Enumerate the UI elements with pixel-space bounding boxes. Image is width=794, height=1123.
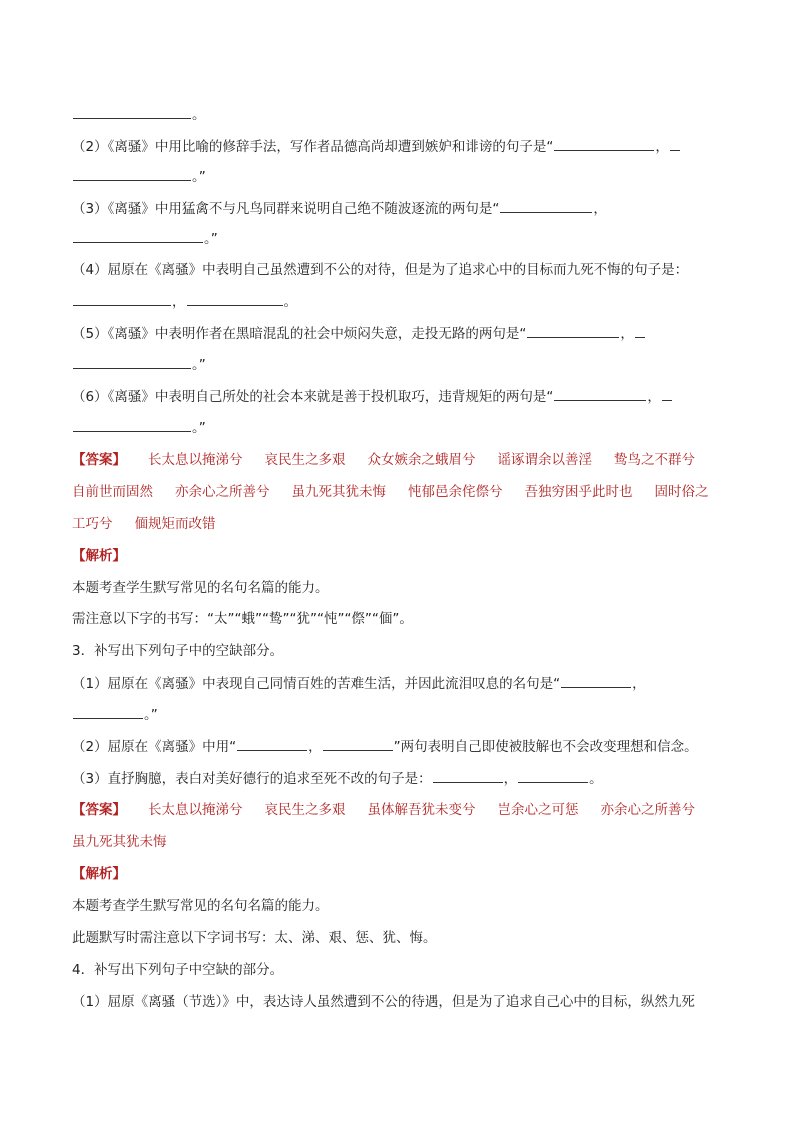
question-3-cont: 。” [72, 228, 218, 249]
question-6: （6）《离骚》中表明自己所处的社会本来就是善于投机取巧，违背规矩的两句是“ ， [72, 386, 673, 407]
question-3: （3）《离骚》中用猛禽不与凡鸟同群来说明自己绝不随波逐流的两句是“ ， [72, 198, 607, 219]
question-block-3-s2: （2）屈原在《离骚》中用“ ， ”两句表明自己即使被肢解也不会改变理想和信念。 [72, 736, 698, 757]
question-5: （5）《离骚》中表明作者在黑暗混乱的社会中烦闷失意，走投无路的两句是“ ， [72, 323, 646, 344]
answer-2-line-1: 【答案】 长太息以掩涕兮 哀民生之多艰 虽体解吾犹未变兮 岂余心之可惩 亦余心之所善兮 [72, 802, 695, 818]
blank [73, 704, 143, 719]
answer-1-line-2: 自前世而固然 亦余心之所善兮 虽九死其犹未悔 忳郁邑余侘傺兮 吾独穷困乎此时也 固时俗之 [72, 484, 709, 500]
question-block-4-title: 4．补写出下列句子中空缺的部分。 [72, 962, 284, 978]
analysis-2-p2: 此题默写时需注意以下字词书写：太、涕、艰、惩、犹、悔。 [72, 930, 437, 946]
answer-1-line-3: 工巧兮 偭规矩而改错 [72, 516, 216, 532]
analysis-1-p1: 本题考查学生默写常见的名句名篇的能力。 [72, 580, 329, 596]
question-5-cont: 。” [72, 354, 206, 375]
blank [554, 136, 654, 151]
blank [518, 768, 588, 783]
blank [73, 228, 203, 243]
blank [323, 736, 393, 751]
question-block-3-s3: （3）直抒胸臆，表白对美好德行的追求至死不改的句子是： ， 。 [72, 768, 603, 789]
blank [73, 417, 191, 432]
line-prev-tail: 。 [72, 104, 206, 125]
blank [433, 768, 503, 783]
question-2-cont: 。” [72, 166, 206, 187]
blank [554, 386, 646, 401]
analysis-2-tag: 【解析】 [72, 866, 126, 882]
analysis-1-p2: 需注意以下字的书写：“太”“蛾”“鸷”“犹”“忳”“傺”“偭”。 [72, 611, 413, 627]
blank [237, 736, 307, 751]
question-6-cont: 。” [72, 417, 206, 438]
blank [500, 198, 592, 213]
blank [187, 291, 283, 306]
analysis-1-tag: 【解析】 [72, 548, 126, 564]
blank [73, 291, 171, 306]
question-2: （2）《离骚》中用比喻的修辞手法，写作者品德高尚却遭到嫉妒和诽谤的句子是“ ， [72, 136, 681, 157]
question-4-cont: ， 。 [72, 291, 297, 312]
blank [73, 354, 191, 369]
question-block-4-s1: （1）屈原《离骚（节选）》中，表达诗人虽然遭到不公的待遇，但是为了追求自己心中的目标，纵然九死 [72, 994, 695, 1010]
answer-1-line-1: 【答案】 长太息以掩涕兮 哀民生之多艰 众女嫉余之蛾眉兮 谣诼谓余以善淫 鸷鸟之不群兮 [72, 452, 695, 468]
blank [527, 323, 619, 338]
question-block-3-s1: （1）屈原在《离骚》中表现自己同情百姓的苦难生活，并因此流泪叹息的名句是“ ， [72, 673, 646, 694]
question-block-3-title: 3．补写出下列句子中的空缺部分。 [72, 643, 284, 659]
answer-tag: 【答案】 [72, 452, 126, 468]
question-block-3-s1-cont: 。” [72, 704, 158, 725]
analysis-2-p1: 本题考查学生默写常见的名句名篇的能力。 [72, 898, 329, 914]
blank [561, 673, 631, 688]
answer-tag: 【答案】 [72, 802, 126, 818]
question-4: （4）屈原在《离骚》中表明自己虽然遭到不公的对待，但是为了追求心中的目标而九死不悔的句子是： [72, 262, 689, 278]
blank [73, 104, 191, 119]
blank [73, 166, 191, 181]
answer-2-line-2: 虽九死其犹未悔 [72, 834, 167, 850]
